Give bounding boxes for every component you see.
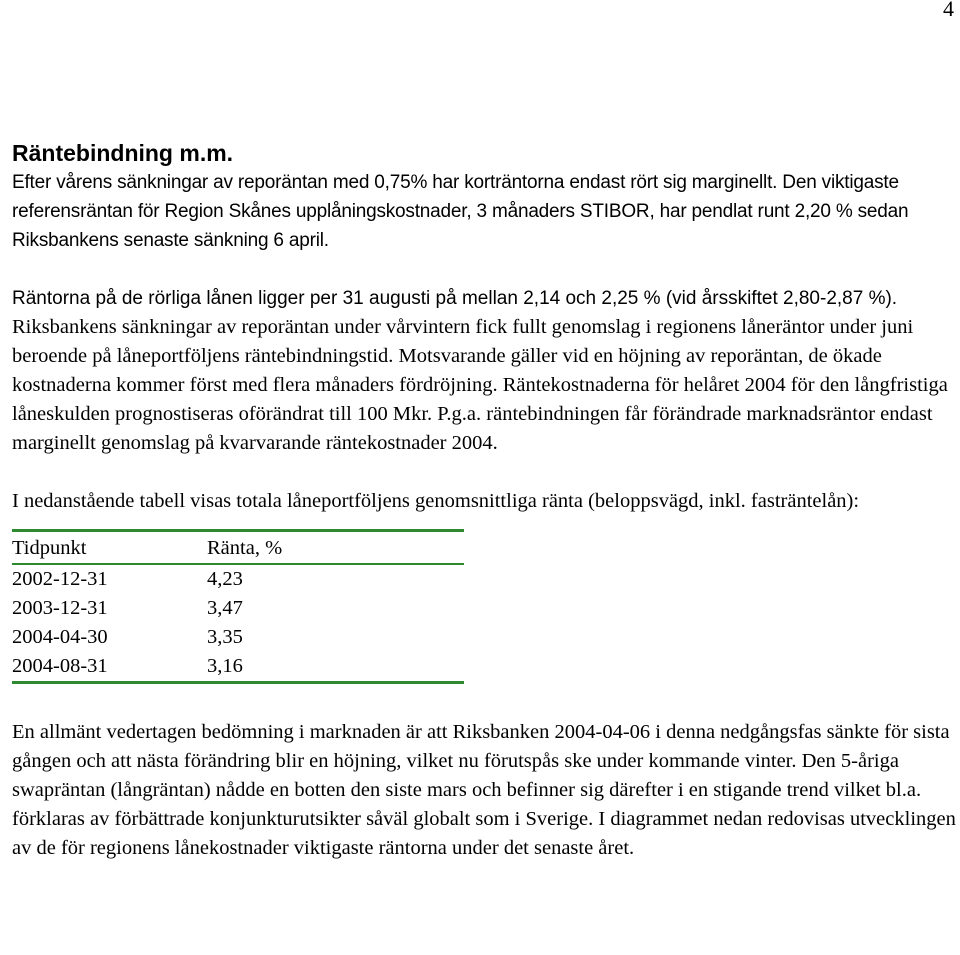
floating-loans-lead: Räntorna på de rörliga lånen ligger per 31 augusti på mellan 2,14 och 2,25 % (vid årsskiftet 2,80-2,87 %). (12, 288, 898, 309)
table-row (12, 594, 464, 623)
floating-loans-body: Riksbankens sänkningar av reporäntan under vårvintern fick fullt genomslag i regionens låneräntor under juni beroende på låneportföljens räntebindningstid. Motsvarande gäller vid en höjning av reporäntan, de ökade kostnaderna kommer först med flera månaders fördröjning. Räntekostnaderna för helåret 2004 för den långfristiga låneskulden prognostiseras oförändrat till 100 Mkr. P.g.a. räntebindningen får förändrade marknadsräntor endast marginellt genomslag på kvarvarande räntekostnader 2004. (12, 316, 948, 454)
table-row (12, 623, 464, 652)
date-cell: 2004-08-31 (12, 655, 108, 677)
paragraph-gap (12, 458, 958, 487)
paragraph-floating-loans (12, 284, 958, 458)
column-header-date: Tidpunkt (12, 531, 207, 565)
column-header-rate: Ränta, % (207, 531, 464, 565)
table-header-row (12, 531, 464, 565)
paragraph-gap (12, 255, 958, 284)
date-cell: 2002-12-31 (12, 568, 108, 590)
date-cell: 2003-12-31 (12, 597, 108, 619)
rate-cell: 3,35 (207, 626, 243, 648)
table-row (12, 652, 464, 683)
interest-rate-table (12, 529, 464, 684)
page-number: 4 (943, 0, 954, 21)
rate-cell: 3,16 (207, 655, 243, 677)
rate-cell: 3,47 (207, 597, 243, 619)
table-row (12, 564, 464, 594)
paragraph-short-rates: Efter vårens sänkningar av reporäntan med 0,75% har korträntorna endast rört sig marginellt. Den viktigaste referensräntan för Region Skånes upplåningskostnader, 3 månaders STIBOR, har pendlat runt 2,20 % sedan Riksbankens senaste sänkning 6 april. (12, 172, 909, 251)
date-cell: 2004-04-30 (12, 626, 108, 648)
section-heading: Räntebindning m.m. (12, 140, 234, 166)
document-body (12, 139, 958, 863)
paragraph-table-intro: I nedanstående tabell visas totala låneportföljens genomsnittliga ränta (beloppsvägd, inkl. fasträntelån): (12, 490, 860, 512)
rate-cell: 4,23 (207, 568, 243, 590)
paragraph-market-outlook: En allmänt vedertagen bedömning i marknaden är att Riksbanken 2004-04-06 i denna nedgångsfas sänkte för sista gången och att nästa förändring blir en höjning, vilket nu förutspås ske under kommande vinter. Den 5-åriga swapräntan (långräntan) nådde en botten den siste mars och befinner sig därefter i en stigande trend vilket bl.a. förklaras av förbättrade konjunkturutsikter såväl globalt som i Sverige. I diagrammet nedan redovisas utvecklingen av de för regionens lånekostnader viktigaste räntorna under det senaste året. (12, 721, 956, 859)
